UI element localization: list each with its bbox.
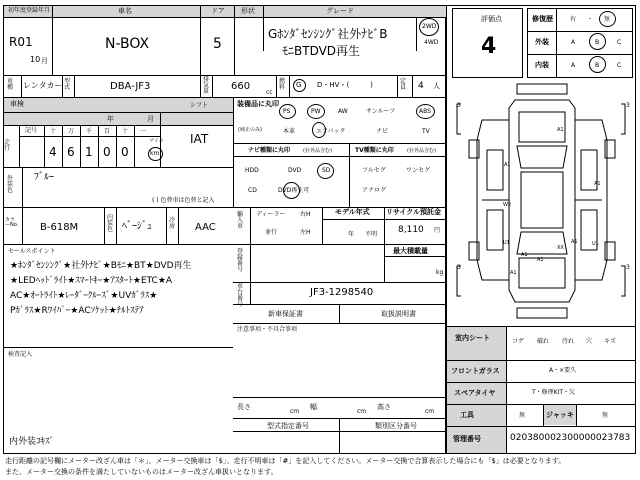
exterior-eval-label: 外装 (535, 38, 549, 46)
import-left: 左H (300, 229, 311, 236)
footer-line1: 走行距離の記号欄にメーター改ざん車は「＊」、メーター交換車は「$」、走行不明車は「#」を記入してください。メーター交換で合算表示した場合にも「$」は必要となります。 (5, 457, 566, 465)
category-label: 類別区分番号 (375, 422, 417, 430)
damage-mark: A1 (504, 162, 511, 168)
mileage-digit: 4 (49, 145, 57, 159)
navi-sub: (社外品含む) (303, 148, 332, 154)
bracket-rr: 3 (626, 264, 630, 271)
digit-header: 十 (50, 128, 57, 135)
mileage-digit: 0 (103, 145, 111, 159)
exterior-color: ﾌﾞﾙｰ (34, 172, 54, 183)
digit-header: 千 (86, 128, 93, 135)
displacement: 660 (231, 81, 251, 92)
car-diagram (447, 80, 635, 322)
car-name-label: 車名 (118, 7, 132, 15)
model-year-unknown: 不明 (365, 231, 378, 238)
shift: IAT (190, 132, 209, 146)
damage-mark: W2 (503, 202, 512, 208)
vehicle-type-label: 車種 (7, 78, 14, 91)
model-year-label: モデル年式 (335, 208, 370, 216)
displacement-label: 排気量 (203, 76, 210, 95)
recycle-value: 8,110 (398, 225, 424, 235)
navi-header: ナビ種類に丸印 (248, 147, 291, 154)
width-label: 幅 (310, 403, 317, 411)
admin-label: 管理番号 (453, 435, 481, 443)
inspection-label: 車検 (10, 100, 24, 108)
damage-mark: A1 (557, 127, 564, 133)
recycle-unit: 円 (434, 227, 441, 234)
ac-label: 冷房 (169, 217, 176, 230)
fuel-options: D・HV・( ) (317, 81, 373, 89)
interior-color: ﾍﾞｰｼﾞｭ (122, 221, 152, 232)
model-year-unit: 年 (348, 231, 355, 238)
chassis-no: JF3-1298540 (310, 287, 374, 298)
tv-fullseg: フルセグ (362, 167, 386, 174)
equipment-sub-label: (純正のみ) (238, 127, 262, 133)
equip-aw: AW (338, 108, 348, 115)
year-unit: 年 (107, 115, 114, 123)
seat-item: コゲ (512, 338, 525, 345)
equip-sunroof: サンルーフ (366, 108, 396, 115)
length-label: 長さ (237, 403, 251, 411)
equip-airbag: エアバック (316, 128, 346, 135)
repair-no: 無 (604, 16, 611, 23)
score: 4 (481, 34, 497, 59)
ac: AAC (195, 222, 216, 233)
sales-line: AC★ｵｰﾄﾗｲﾄ★ﾚｰﾀﾞｰｸﾙｰｽﾞ★UVｶﾞﾗｽ★ (10, 291, 158, 301)
digit-header: 万 (68, 128, 75, 135)
import-right: 右H (300, 211, 311, 218)
roof (521, 172, 563, 228)
digit-header: 百 (104, 128, 111, 135)
model: DBA-JF3 (110, 81, 151, 92)
recycle-label: リサイクル預託金 (386, 208, 442, 216)
mileage-digit: 0 (121, 145, 129, 159)
max-load-label: 最大積載量 (393, 247, 428, 255)
interior-grade-c: C (617, 62, 622, 69)
sales-line: Pｶﾞﾗｽ★Rﾜｲﾊﾟｰ★ACｿｹｯﾄ★ﾁﾙﾄｽﾃｱ (10, 306, 144, 316)
record-label: 記号 (25, 127, 38, 134)
memo-label: 注意事項・不具合事項 (237, 326, 298, 333)
tv-analog: アナログ (362, 187, 387, 194)
travel-label: 走行 (4, 139, 11, 152)
front-windshield (517, 146, 567, 168)
import-label: 輸入車 (237, 211, 244, 230)
height-label: 高さ (377, 403, 391, 411)
new-warranty: 新車保証書 (268, 310, 303, 318)
digit-header: 十 (122, 128, 129, 135)
bracket-rl: 3 (457, 264, 461, 271)
spec-label: 型式指定番号 (267, 422, 309, 430)
seat-item: キズ (604, 338, 616, 345)
doors: 5 (213, 36, 222, 52)
sales-line: ★LEDﾍｯﾄﾞﾗｲﾄ★ｽﾏｰﾄｷｰ★ｱｽﾀｰﾄ★ETC★A (10, 276, 173, 286)
interior-grade-a: A (571, 62, 576, 69)
spare-label: スペアタイヤ (454, 389, 496, 397)
first-reg-month: 10 (30, 55, 41, 64)
equip-abs: ABS (419, 108, 431, 115)
admin-no: 020380002300000023783 (510, 433, 631, 443)
equip-leather: 本革 (283, 128, 296, 135)
footer-line2: また、メーター交換の条件を満たしていないものはメーター改ざん車扱いとなります。 (5, 468, 278, 476)
equip-tv: TV (422, 128, 430, 135)
damage-mark: XX (557, 245, 564, 251)
shift-label: シフト (190, 102, 209, 109)
header-band (4, 6, 446, 17)
tools-label: 工具 (460, 411, 474, 419)
capacity: 4 (418, 81, 424, 91)
unit-mile: マイル (149, 138, 164, 144)
kg-unit: kg (436, 269, 444, 276)
mileage-digit: 1 (85, 145, 93, 159)
navi-dvd-play: DVD再生可 (278, 187, 310, 194)
rear-bumper (517, 308, 567, 318)
equip-pw: PW (311, 108, 321, 115)
damage-mark: A1 (571, 239, 578, 245)
door-label: ドア (211, 7, 225, 15)
tv-header: TV種類に丸印 (355, 147, 394, 154)
drive-circled: 2WD (422, 23, 437, 30)
tv-sub: (社外品含む) (407, 148, 436, 154)
navi-cd: CD (248, 187, 257, 194)
interior-grade-b: B (595, 62, 600, 69)
drive-other: 4WD (424, 39, 439, 46)
navi-dvd: DVD (288, 167, 302, 174)
manual: 取扱説明書 (381, 310, 416, 318)
displacement-unit: cc (266, 89, 273, 96)
fuel-selected: G (296, 81, 302, 89)
front-glass-label: フロントガラス (451, 367, 500, 375)
color-no: B-618M (40, 222, 79, 233)
equip-navi: ナビ (376, 128, 389, 135)
length-unit: cm (290, 408, 300, 415)
bracket-fr: 3 (626, 102, 630, 109)
grade-label: グレード (326, 7, 354, 15)
spare-value: T・修理KIT・欠 (532, 389, 576, 396)
interior-color-label: 内装色 (107, 214, 114, 233)
first-reg-year: R01 (9, 35, 33, 49)
seat-label: 室内シート (455, 334, 490, 342)
sales-label: セールスポイント (8, 248, 56, 255)
shape-label: 形状 (241, 7, 255, 15)
bracket-fl: 3 (457, 102, 461, 109)
tools-value: 無 (519, 412, 526, 419)
import-dealer: ディーラー (256, 211, 286, 218)
grade-line2: ﾓﾆBTDVD再生 (282, 44, 361, 58)
damage-mark: A1 (521, 252, 528, 258)
color-no-label: カラーNo. (5, 217, 19, 228)
vehicle-type: レンタカー (23, 81, 63, 90)
score-label: 評価点 (481, 15, 502, 23)
exterior-grade-a: A (571, 39, 576, 46)
damage-mark: U1 (503, 240, 510, 246)
capacity-unit: 人 (433, 82, 440, 90)
damage-mark: A1 (594, 181, 601, 187)
tv-oneseg: ワンセグ (406, 167, 431, 174)
repair-label: 修復歴 (532, 15, 553, 23)
interior-eval-label: 内装 (535, 61, 549, 69)
jack-label: ジャッキ (546, 411, 574, 419)
import-parallel: 並行 (265, 229, 278, 236)
equipment-label: 装備品に丸印 (237, 100, 279, 108)
width-unit: cm (357, 408, 367, 415)
front-bumper (517, 84, 567, 94)
seat-item: 穴 (586, 338, 593, 345)
grade-line1: Gﾎﾝﾀﾞｾﾝｼﾝｸﾞ社外ﾅﾋﾞB (268, 27, 388, 41)
exterior-color-label: 外装色 (7, 175, 14, 194)
capacity-label: 定員 (400, 78, 407, 91)
car-name: N-BOX (105, 36, 150, 52)
seat-item: 破れ (537, 338, 550, 345)
exterior-grade-b: B (595, 39, 600, 46)
month-unit: 月 (147, 115, 154, 123)
damage-mark: A1 (510, 270, 517, 276)
repair-yes: 有 (570, 16, 577, 23)
jack-value: 無 (602, 412, 609, 419)
damage-mark: U1 (592, 241, 599, 247)
navi-hdd: HDD (245, 167, 259, 174)
inspector-label: 検査記入 (8, 351, 33, 358)
fuel-label: 燃料 (279, 78, 286, 91)
unit-km: km (150, 150, 160, 157)
equip-ps: PS (283, 108, 291, 115)
first-reg-label: 初年度登録年月 (8, 7, 51, 14)
inspector-note: 内外装ｺｷｽﾞ (9, 437, 55, 447)
sales-line: ★ﾎﾝﾀﾞｾﾝｼﾝｸﾞ★社外ﾅﾋﾞ★Bﾓﾆ★BT★DVD再生 (10, 261, 192, 271)
chassis-label: 車台番号 (237, 283, 244, 308)
exterior-grade-c: C (617, 39, 622, 46)
height-unit: cm (425, 408, 435, 415)
exterior-note: ( ) 色替車は色替と記入 (152, 197, 215, 204)
front-glass-value: A・×要久 (549, 367, 577, 374)
seat-item: 汚れ (562, 338, 575, 345)
navi-sd: SD (322, 167, 331, 174)
model-label: 型式 (64, 78, 71, 91)
damage-mark: A1 (537, 257, 544, 263)
reg-no-label: 登録番号 (237, 248, 244, 273)
digit-header: 一 (140, 128, 147, 135)
month-suffix: 月 (41, 57, 48, 65)
mileage-digit: 6 (67, 145, 75, 159)
